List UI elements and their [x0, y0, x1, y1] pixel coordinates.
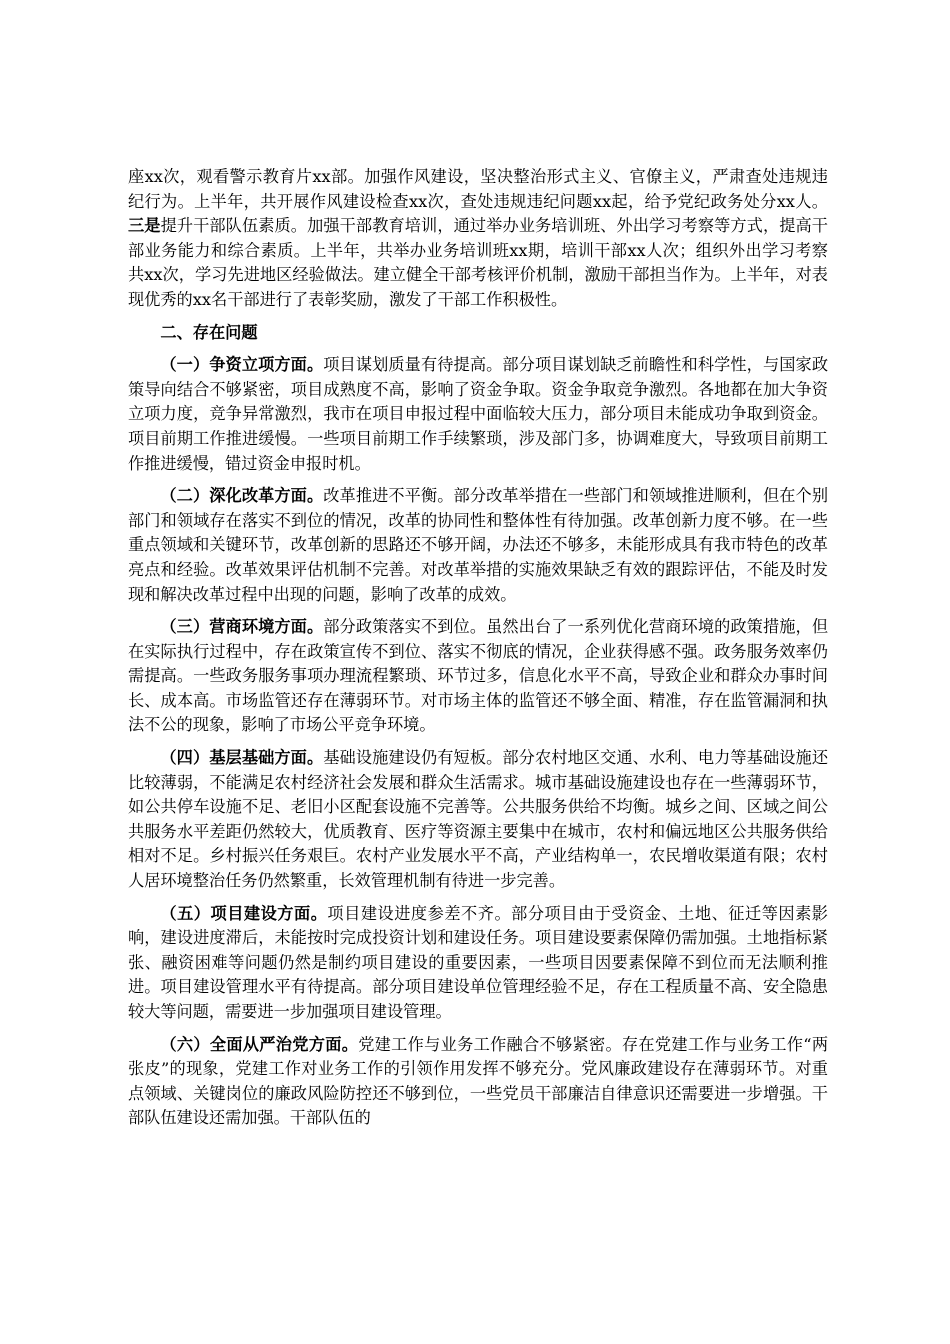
paragraph-reform	[128, 484, 828, 607]
paragraph-text: 项目谋划质量有待提高。部分项目谋划缺乏前瞻性和科学性，与国家政策导向结合不够紧密，项目成熟度不高，影响了资金争取。资金争取竞争激烈。各地都在加大争资立项力度，竞争异常激烈，我市在项目申报过程中面临较大压力，部分项目未能成功争取到资金。项目前期工作推进缓慢。一些项目前期工作手续繁琐，涉及部门多，协调难度大，导致项目前期工作推进缓慢，错过资金申报时机。	[128, 355, 829, 473]
paragraph-text: 基础设施建设仍有短板。部分农村地区交通、水利、电力等基础设施还比较薄弱，不能满足农村经济社会发展和群众生活需求。城市基础设施建设也存在一些薄弱环节，如公共停车设施不足、老旧小区配套设施不完善等。公共服务供给不均衡。城乡之间、区域之间公共服务水平差距仍然较大，优质教育、医疗等资源主要集中在城市，农村和偏远地区公共服务供给相对不足。乡村振兴任务艰巨。农村产业发展水平不高，产业结构单一，农民增收渠道有限；农村人居环境整治任务仍然繁重，长效管理机制有待进一步完善。	[128, 748, 829, 891]
spacer	[128, 476, 828, 484]
spacer	[128, 345, 828, 353]
spacer	[128, 738, 828, 746]
spacer	[128, 894, 828, 902]
intro-paragraph	[128, 165, 828, 313]
paragraph-lead: （六）全面从严治党方面。	[160, 1034, 359, 1054]
paragraph-party-governance	[128, 1033, 828, 1131]
paragraph-text: 项目建设进度参差不齐。部分项目由于受资金、土地、征迁等因素影响，建设进度滞后，未能按时完成投资计划和建设任务。项目建设要素保障仍需加强。土地指标紧张、融资困难等问题仍然是制约项目建设的重要因素，一些项目因要素保障不到位而无法顺利推进。项目建设管理水平有待提高。部分项目建设单位管理经验不足，存在工程质量不高、安全隐患较大等问题，需要进一步加强项目建设管理。	[128, 903, 828, 1021]
paragraph-grassroots	[128, 746, 828, 894]
paragraph-text: 改革推进不平衡。部分改革举措在一些部门和领域推进顺利，但在个别部门和领域存在落实不到位的情况，改革的协同性和整体性有待加强。改革创新力度不够。在一些重点领域和关键环节，改革创新的思路还不够开阔，办法还不够多，未能形成具有我市特色的改革亮点和经验。改革效果评估机制不完善。对改革举措的实施效果缺乏有效的跟踪评估，不能及时发现和解决改革过程中出现的问题，影响了改革的成效。	[128, 486, 829, 604]
paragraph-text: 部分政策落实不到位。虽然出台了一系列优化营商环境的政策措施，但在实际执行过程中，存在政策宣传不到位、落实不彻底的情况，企业获得感不强。政务服务效率仍需提高。一些政务服务事项办理流程繁琐、环节过多，信息化水平不高，导致企业和群众办事时间长、成本高。市场监管还存在薄弱环节。对市场主体的监管还不够全面、精准，存在监管漏洞和执法不公的现象，影响了市场公平竞争环境。	[128, 617, 829, 735]
paragraph-lead: （三）营商环境方面。	[160, 617, 324, 637]
spacer	[128, 313, 828, 321]
section-heading: 二、存在问题	[160, 322, 258, 342]
paragraph-lead: （五）项目建设方面。	[160, 903, 328, 923]
paragraph-lead: （二）深化改革方面。	[160, 486, 324, 506]
paragraph-business-environment	[128, 615, 828, 738]
intro-bold-marker: 三是	[128, 216, 161, 236]
paragraph-fundraising	[128, 353, 828, 476]
document-body	[128, 165, 828, 1131]
intro-text-b: 提升干部队伍素质。加强干部教育培训，通过举办业务培训班、外出学习考察等方式，提高干部业务能力和综合素质。上半年，共举办业务培训班xx期，培训干部xx人次；组织外出学习考察共xx次，学习先进地区经验做法。建立健全干部考核评价机制，激励干部担当作为。上半年，对表现优秀的xx名干部进行了表彰奖励，激发了干部工作积极性。	[128, 216, 828, 309]
paragraph-lead: （一）争资立项方面。	[160, 355, 324, 375]
spacer	[128, 1025, 828, 1033]
paragraph-text: 党建工作与业务工作融合不够紧密。存在党建工作与业务工作“两张皮”的现象，党建工作对业务工作的引领作用发挥不够充分。党风廉政建设存在薄弱环节。对重点领域、关键岗位的廉政风险防控还不够到位，一些党员干部廉洁自律意识还需要进一步增强。干部队伍建设还需加强。干部队伍的	[128, 1034, 829, 1128]
intro-text-a: 座xx次，观看警示教育片xx部。加强作风建设，坚决整治形式主义、官僚主义，严肃查处违规违纪行为。上半年，共开展作风建设检查xx次，查处违规违纪问题xx起，给予党纪政务处分xx人。	[128, 167, 828, 211]
paragraph-project-construction	[128, 902, 828, 1025]
spacer	[128, 607, 828, 615]
paragraph-lead: （四）基层基础方面。	[160, 748, 324, 768]
